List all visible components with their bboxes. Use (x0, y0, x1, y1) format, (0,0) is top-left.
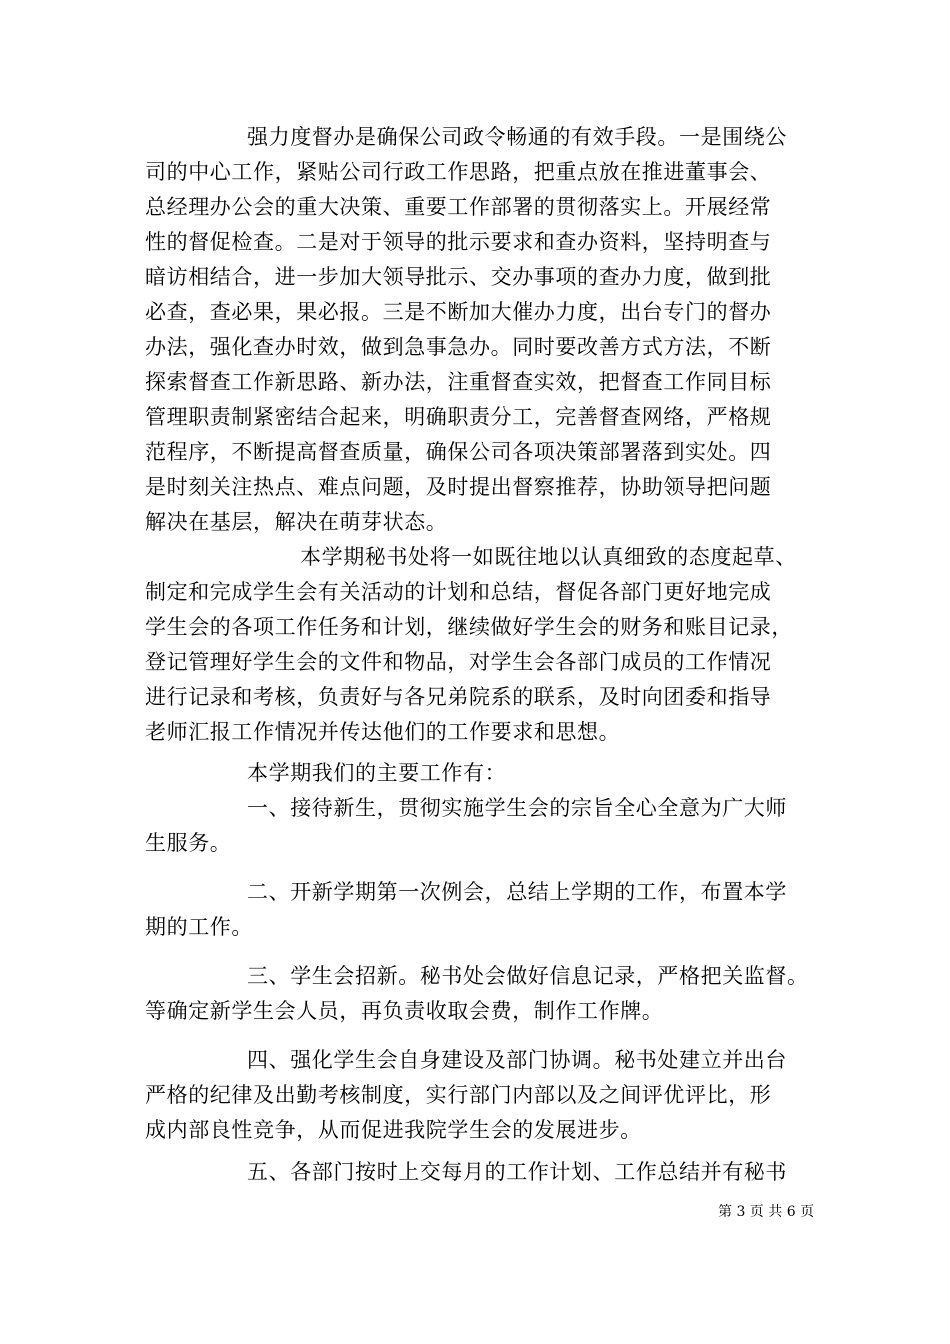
text-line: 期的工作。 (145, 915, 253, 939)
text-line: 强力度督办是确保公司政令畅通的有效手段。一是围绕公 (247, 125, 787, 149)
text-line: 成内部良性竞争，从而促进我院学生会的发展进步。 (145, 1118, 642, 1142)
text-line: 严格的纪律及出勤考核制度，实行部门内部以及之间评优评比，形 (145, 1083, 772, 1107)
text-line: 二、开新学期第一次例会，总结上学期的工作，布置本学 (247, 880, 787, 904)
text-line: 探索督查工作新思路、新办法，注重督查实效，把督查工作同目标 (145, 370, 772, 394)
text-line: 生服务。 (145, 831, 232, 855)
text-line: 制定和完成学生会有关活动的计划和总结，督促各部门更好地完成 (145, 580, 772, 604)
text-line: 老师汇报工作情况并传达他们的工作要求和思想。 (145, 720, 621, 744)
text-line: 解决在基层，解决在萌芽状态。 (145, 510, 448, 534)
text-line: 管理职责制紧密结合起来，明确职责分工，完善督查网络，严格规 (145, 405, 772, 429)
text-line: 五、各部门按时上交每月的工作计划、工作总结并有秘书 (247, 1160, 787, 1184)
text-line: 司的中心工作，紧贴公司行政工作思路，把重点放在推进董事会、 (145, 160, 772, 184)
text-line: 范程序，不断提高督查质量，确保公司各项决策部署落到实处。四 (145, 440, 772, 464)
text-line: 必查，查必果，果必报。三是不断加大催办力度，出台专门的督办 (145, 300, 772, 324)
text-line: 暗访相结合，进一步加大领导批示、交办事项的查办力度，做到批 (145, 265, 772, 289)
text-line: 办法，强化查办时效，做到急事急办。同时要改善方式方法，不断 (145, 335, 772, 359)
text-line: 四、强化学生会自身建设及部门协调。秘书处建立并出台 (247, 1048, 787, 1072)
text-line: 学生会的各项工作任务和计划，继续做好学生会的财务和账目记录， (145, 615, 793, 639)
text-line: 进行记录和考核，负责好与各兄弟院系的联系，及时向团委和指导 (145, 685, 772, 709)
text-line: 三、学生会招新。秘书处会做好信息记录，严格把关监督。 (247, 964, 809, 988)
text-line: 本学期秘书处将一如既往地以认真细致的态度起草、 (300, 545, 797, 569)
text-line: 是时刻关注热点、难点问题，及时提出督察推荐，协助领导把问题 (145, 475, 772, 499)
text-line: 等确定新学生会人员，再负责收取会费，制作工作牌。 (145, 999, 664, 1023)
text-line: 一、接待新生，贯彻实施学生会的宗旨全心全意为广大师 (247, 796, 787, 820)
text-line: 总经理办公会的重大决策、重要工作部署的贯彻落实上。开展经常 (145, 195, 772, 219)
text-line: 登记管理好学生会的文件和物品，对学生会各部门成员的工作情况 (145, 650, 772, 674)
page-number: 第 3 页 共 6 页 (718, 1204, 815, 1220)
text-line: 性的督促检查。二是对于领导的批示要求和查办资料，坚持明查与 (145, 230, 772, 254)
text-line: 本学期我们的主要工作有： (247, 761, 507, 785)
